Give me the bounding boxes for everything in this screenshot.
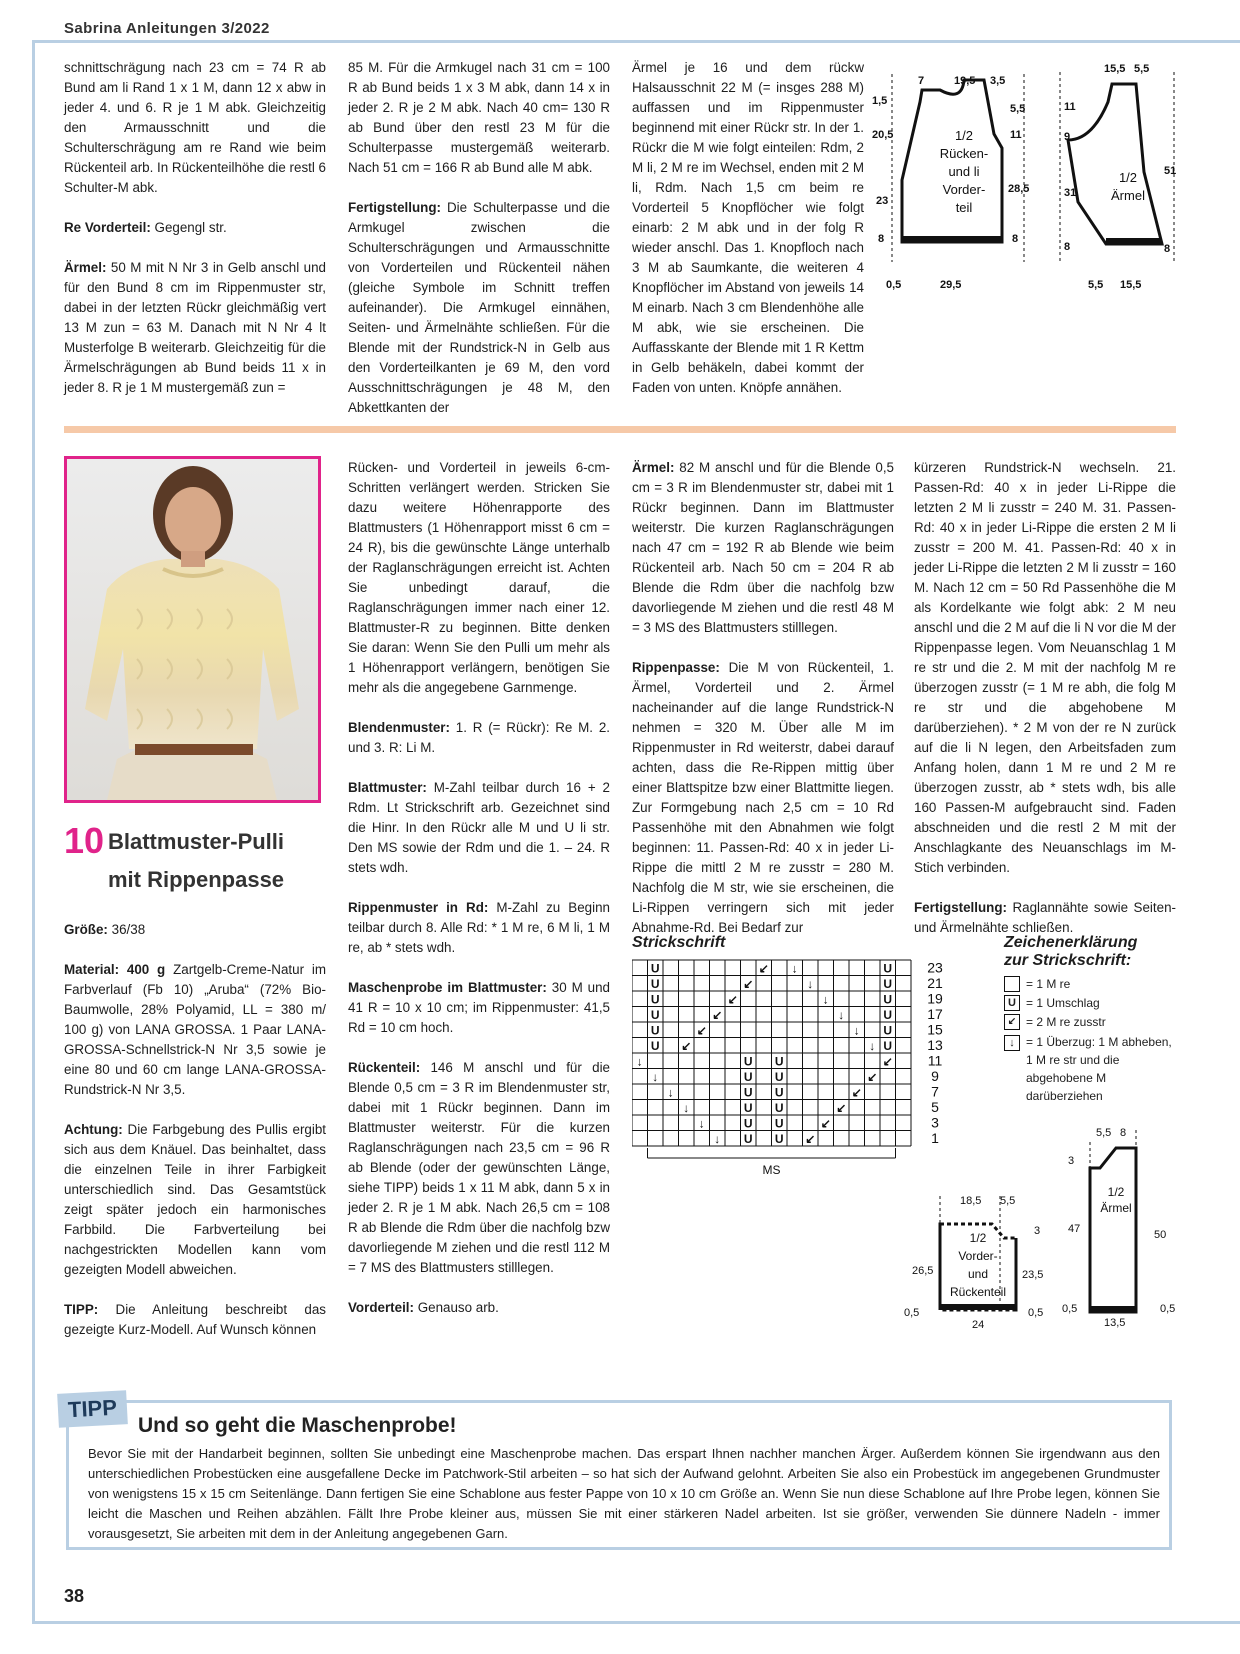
paragraph-text: Zartgelb-Creme-Natur im Farbverlauf (Fb 10) „Aruba“ (72% Bio-Baumwolle, 28% Polyamid, LL = 380 m/ 100 g) von LANA GROSSA. 1 Paar LANA-GROSSA-Schnellstrick-N Nr 3,5 sowie je eine 80 und 60 cm lange LANA-GROSSA-Rundstrick-N Nr 3,5.	[64, 962, 326, 1097]
paragraph-label: Vorderteil:	[348, 1300, 414, 1315]
slip-over-icon: ↓	[667, 1085, 674, 1100]
dim: 18,5	[960, 1195, 982, 1207]
slip-over-icon: ↓	[1004, 1035, 1020, 1051]
tip-title: Und so geht die Maschenprobe!	[138, 1414, 457, 1437]
dim: 51	[1164, 165, 1177, 177]
paragraph	[348, 898, 610, 958]
slip-over-icon: ↓	[683, 1101, 690, 1115]
legend-item	[1004, 995, 1180, 1011]
paragraph-text: Gegengl str.	[150, 220, 227, 235]
legend-item	[1004, 1033, 1180, 1105]
paragraph	[64, 1120, 326, 1280]
row-label: 1	[931, 1130, 939, 1146]
row-label: 21	[927, 975, 943, 991]
slip-over-icon: ↓	[714, 1132, 721, 1146]
yarn-over-icon: U	[743, 1101, 753, 1115]
dim: 20,5	[872, 129, 894, 141]
yarn-over-icon: U	[743, 1070, 753, 1084]
yarn-over-icon: U	[883, 977, 893, 991]
row-label: 15	[927, 1021, 943, 1038]
paragraph	[348, 198, 610, 418]
slip-over-icon: ↓	[807, 977, 814, 991]
dim: 5,5	[1000, 1195, 1016, 1207]
paragraph-text: 1. R (= Rückr): Re M. 2. und 3. R: Li M.	[348, 720, 610, 755]
knit-two-together-icon: ↙	[712, 1008, 723, 1022]
svg-text:teil: teil	[955, 200, 973, 215]
paragraph	[64, 218, 326, 238]
yarn-over-icon: U	[650, 961, 660, 976]
dim: 11	[1010, 129, 1022, 141]
paragraph	[64, 920, 326, 940]
knit-two-together-icon: ↙	[805, 1132, 816, 1146]
dim: 3	[1068, 1155, 1075, 1167]
svg-text:und li: und li	[948, 164, 980, 179]
paragraph-text: 82 M anschl und für die Blende 0,5 cm = 3 R im Blendenmuster str, dabei mit 1 Rückr beginnen. Dann im Blattmuster weiterstr. Die kurzen Raglanschrägungen nach 47 cm = 192 R ab Blende wie beim Rückenteil arb. Nach 50 cm = 204 R ab Blende die Rdm über die nachfolg bzw davorliegende M ziehen und die restl 48 M = 3 MS des Blattmusters stilllegen.	[632, 460, 894, 635]
paragraph	[632, 458, 894, 638]
svg-text:1/2: 1/2	[1118, 170, 1138, 185]
paragraph-text: Genauso arb.	[413, 1300, 499, 1315]
paragraph	[348, 1298, 610, 1318]
paragraph-label: TIPP:	[64, 1302, 99, 1317]
title-line-1: Blattmuster-Pulli	[108, 829, 285, 854]
yarn-over-icon: U	[774, 1070, 784, 1084]
slip-over-icon: ↓	[822, 992, 829, 1007]
paragraph-label: Ärmel:	[64, 260, 107, 275]
schematic-back-front	[872, 62, 1042, 302]
dim: 23	[876, 195, 889, 207]
row-label: 3	[931, 1114, 939, 1131]
paragraph-text: 30 M und 41 R = 10 x 10 cm; im Rippenmuster: 41,5 Rd = 10 cm hoch.	[348, 980, 610, 1035]
svg-text:1/2: 1/2	[969, 1231, 987, 1245]
yarn-over-icon: U	[883, 1039, 893, 1053]
legend-subtitle: zur Strickschrift:	[1004, 952, 1132, 969]
slip-over-icon: ↓	[853, 1023, 860, 1038]
slip-over-icon: ↓	[791, 961, 798, 976]
paragraph	[64, 960, 326, 1100]
yarn-over-icon: U	[1004, 995, 1020, 1011]
slip-over-icon: ↓	[652, 1070, 659, 1084]
legend	[1004, 934, 1180, 1108]
schematic-front-back-bottom	[900, 1190, 1060, 1340]
left-column	[64, 920, 326, 1360]
legend-item	[1004, 976, 1180, 992]
top-column-3	[632, 58, 864, 418]
paragraph: Ärmel je 16 und dem rückw Halsausschnit 22 M (= insges 288 M) auffassen und im Rippenmuster beginnend mit einer Rückr str. In der 1. Rückr die M wie folgt einteilen: Rdm, 2 M li, 2 M re im Wechsel, enden mit 2 M li, Rdm. Nach 1,5 cm beim re Vorderteil 5 Knopflöcher wie folgt einarb: 2 M abk und in der folg R wieder anschl. Das 1. Knopfloch nach 3 M ab Saumkante, die weiteren 4 Knopflöcher im Abstand von jeweils 14 M einarb. Nach 3 cm Blendenhöhe alle M abk, wie sie erscheinen. Die Auffasskante der Blende mit 1 R Kettm in Gelb behäkeln, dabei kommt der Faden von unten. Knöpfe annähen.	[632, 60, 864, 395]
knit-two-together-icon: ↙	[867, 1070, 878, 1084]
tip-tag: TIPP	[57, 1390, 128, 1428]
svg-text:Ärmel: Ärmel	[1100, 1201, 1132, 1215]
top-column-1	[64, 58, 326, 418]
dim: 3,5	[990, 75, 1006, 87]
yarn-over-icon: U	[743, 1054, 753, 1069]
yarn-over-icon: U	[774, 1085, 784, 1100]
paragraph	[348, 1058, 610, 1278]
knit-two-together-icon: ↙	[743, 977, 754, 991]
paragraph-label: Rippenpasse:	[632, 660, 720, 675]
paragraph	[348, 778, 610, 878]
title-line-2: mit Rippenpasse	[108, 867, 285, 892]
knit-two-together-icon: ↙	[758, 961, 769, 976]
dim: 15,5	[1104, 63, 1126, 75]
yarn-over-icon: U	[774, 1101, 784, 1115]
slip-over-icon: ↓	[838, 1008, 845, 1022]
dim: 23,5	[1022, 1269, 1044, 1281]
knit-two-together-icon: ↙	[851, 1085, 862, 1100]
paragraph-label: Ärmel:	[632, 460, 675, 475]
row-label: 13	[927, 1037, 943, 1053]
paragraph	[348, 978, 610, 1038]
dim: 29,5	[940, 279, 962, 291]
dim: 47	[1068, 1223, 1081, 1235]
dim: 28,5	[1008, 183, 1030, 195]
yarn-over-icon: U	[743, 1085, 753, 1100]
paragraph-label: Material: 400 g	[64, 962, 166, 977]
dim: 26,5	[912, 1265, 934, 1277]
schematic-sleeve-bottom	[1060, 1122, 1190, 1340]
paragraph-text: 50 M mit N Nr 3 in Gelb anschl und für den Bund 8 cm im Rippenmuster str, dabei in der letzten Rückr gleichmäßig vert 13 M zun = 63 M. Danach mit N Nr 4 lt Musterfolge B weiterarb. Gleichzeitig für die Ärmelschrägungen ab Bund beids 11 x in jeder 8. R je 1 M mustergemäß zun =	[64, 260, 326, 395]
yarn-over-icon: U	[743, 1116, 753, 1131]
yarn-over-icon: U	[650, 977, 660, 991]
yarn-over-icon: U	[774, 1132, 784, 1146]
chart-title: Strickschrift	[632, 934, 726, 951]
dim: 24	[972, 1319, 985, 1331]
slip-over-icon: ↓	[636, 1054, 643, 1069]
third-column	[632, 458, 894, 958]
dim: 0,5	[1028, 1307, 1044, 1319]
svg-text:Rückenteil: Rückenteil	[949, 1285, 1007, 1299]
dim: 19,5	[954, 75, 976, 87]
paragraph-text: M-Zahl zu Beginn teilbar durch 8. Alle Rd: * 1 M re, 6 M li, 1 M re, ab * stets wdh.	[348, 900, 610, 955]
knitting-chart	[632, 958, 950, 1198]
paragraph-text: Die Schulterpasse und die Armkugel zwischen die Schulterschrägungen und Armausschnitte von Vorderteilen und Rückenteil nähen (gleiche Symbole im Schnitt treffen aufeinander). Die Armkugel einnähen, Seiten- und Ärmelnähte schließen. Für die Blende mit der Rundstrick-N in Gelb aus den Vorderteilkanten je 69 M, den vord Ausschnittschrägungen je 48 M, den Abkettkanten der	[348, 200, 610, 415]
dim: 8	[1120, 1127, 1127, 1139]
paragraph	[632, 658, 894, 938]
paragraph-label: Rippenmuster in Rd:	[348, 900, 489, 915]
dim: 5,5	[1096, 1127, 1112, 1139]
dim: 31	[1064, 187, 1077, 199]
schematic-sleeve-top	[1052, 62, 1190, 302]
dim: 0,5	[904, 1307, 920, 1319]
dim: 8	[1064, 241, 1071, 253]
legend-label: = 1 Umschlag	[1026, 996, 1100, 1010]
row-label: 17	[927, 1006, 943, 1022]
yarn-over-icon: U	[650, 1008, 660, 1022]
dim: 5,5	[1088, 279, 1104, 291]
paragraph-label: Fertigstellung:	[348, 200, 441, 215]
middle-column	[348, 458, 610, 1338]
knit-two-together-icon: ↙	[727, 992, 738, 1007]
row-label: 7	[931, 1083, 939, 1100]
dim: 5,5	[1134, 63, 1150, 75]
legend-label: = 2 M re zusstr	[1026, 1015, 1106, 1029]
paragraph-text: Raglannähte sowie Seiten- und Ärmelnähte schließen.	[914, 900, 1176, 935]
section-separator	[64, 426, 1176, 433]
yarn-over-icon: U	[883, 1008, 893, 1022]
dim: 3	[1034, 1225, 1041, 1237]
dim: 9	[1064, 131, 1071, 143]
yarn-over-icon: U	[883, 961, 893, 976]
paragraph-label: Maschenprobe im Blattmuster:	[348, 980, 547, 995]
ms-label: MS	[762, 1163, 781, 1177]
dim: 0,5	[1062, 1303, 1078, 1315]
dim: 0,5	[886, 279, 902, 291]
paragraph	[64, 1300, 326, 1340]
paragraph: Rücken- und Vorderteil in jeweils 6-cm-Schritten verlängert werden. Stricken Sie dazu weitere Höhenrapporte des Blattmusters (1 Höhenrapport misst 6 cm = 24 R), bis die gewünschte Länge unterhalb der Raglanschrägungen erreicht ist. Achten Sie unbedingt darauf, die Raglanschrägungen immer nach einer 12. Blattmuster-R zu beginnen. Bitte denken Sie daran: Wenn Sie den Pulli um mehr als 1 Höhenrapport verlängern, benötigen Sie mehr als die angegebene Garnmenge.	[348, 460, 610, 695]
knit-two-together-icon: ↙	[836, 1101, 847, 1115]
paragraph	[348, 718, 610, 758]
tip-text: Bevor Sie mit der Handarbeit beginnen, sollten Sie unbedingt eine Maschenprobe machen. Das erspart Ihnen nachher manchen Ärger. Außerdem können Sie irgendwann aus den unterschiedlichen Probestücken eine ausgefallene Decke im Patchwork-Stil arbeiten – so hat sich der Aufwand gelohnt. Arbeiten Sie also ein Probestück im angegebenen Grundmuster von wenigstens 15 x 15 cm Seitenlänge. Dann fertigen Sie eine Schablone aus fester Pappe von 10 x 10 cm Größe an. Wenn Sie nun diese Schablone auf Ihre Probe legen, können Sie leicht die Maschen und Reihen abzählen. Fällt Ihre Probe kleiner aus, müssen Sie mit einer stärkeren Nadel arbeiten. Ist sie größer, verwenden Sie dünnere Nadeln - immer vorausgesetzt, Sie arbeiten mit dem in der Anleitung angegebenen Garn.	[88, 1446, 1160, 1541]
svg-text:und: und	[967, 1267, 989, 1281]
yarn-over-icon: U	[883, 1023, 893, 1038]
paragraph: schnittschrägung nach 23 cm = 74 R ab Bund am li Rand 1 x 1 M, dann 12 x abw in jeder 4. und 6. R je 1 M abk. Gleichzeitig den Armausschnitt und die Schulterschrägung am re Rand wie beim Rückenteil arb. In Rückenteilhöhe die restl 6 Schulter-M abk.	[64, 60, 327, 195]
paragraph-text: 146 M anschl und für die Blende 0,5 cm = 3 R im Blendenmuster str, dabei mit 1 Rückr beginnen. Dann im Blattmuster weiterstr. Für die kurzen Raglanschrägungen nach 23,5 cm = 96 R ab Blende (oder der gewünschten Länge, siehe TIPP) beids 1 x 11 M abk, dann 5 x in jeder 2. R je 1 M abk. Nach 26,5 cm = 108 R ab Blende die Rdm über die nachfolg bzw davorliegende M ziehen und die restl 112 M = 7 MS des Blattmusters stilllegen.	[348, 1060, 610, 1275]
knit-two-together-icon: ↙	[1004, 1014, 1020, 1030]
paragraph-label: Achtung:	[64, 1122, 123, 1137]
fourth-column	[914, 458, 1176, 958]
knit-two-together-icon: ↙	[882, 1054, 893, 1069]
paragraph-label: Blattmuster:	[348, 780, 427, 795]
dim: 8	[1012, 233, 1019, 245]
knit-stitch-icon	[1004, 976, 1020, 992]
magazine-header: Sabrina Anleitungen 3/2022	[64, 20, 270, 37]
svg-text:1/2: 1/2	[1107, 1185, 1125, 1199]
dim: 5,5	[1010, 103, 1026, 115]
paragraph-label: Größe:	[64, 922, 108, 937]
paragraph	[914, 898, 1176, 938]
yarn-over-icon: U	[650, 1039, 660, 1053]
row-label: 11	[927, 1052, 943, 1069]
yarn-over-icon: U	[650, 992, 660, 1007]
dim: 7	[918, 75, 925, 87]
paragraph: 85 M. Für die Armkugel nach 31 cm = 100 R ab Bund beids 1 x 3 M abk, dann 14 x in jeder 2. R je 2 M abk. Nach 40 cm= 130 R ab Bund über den restl 23 M für die Schulterpasse mustergemäß weiterarb. Nach 51 cm = 166 R ab Bund alle M abk.	[348, 60, 610, 175]
dim: 0,5	[1160, 1303, 1176, 1315]
paragraph-label: Blendenmuster:	[348, 720, 450, 735]
paragraph-label: Rückenteil:	[348, 1060, 421, 1075]
knit-two-together-icon: ↙	[681, 1039, 692, 1053]
dim: 15,5	[1120, 279, 1142, 291]
row-label: 19	[927, 990, 943, 1007]
row-label: 9	[931, 1068, 939, 1084]
yarn-over-icon: U	[883, 992, 893, 1007]
paragraph-text: 36/38	[107, 922, 146, 937]
dim: 11	[1064, 101, 1076, 113]
paragraph-text: Die M von Rückenteil, 1. Ärmel, Vorderteil und 2. Ärmel nacheinander auf die lange Rundstrick-N nehmen = 320 M. Über alle M im Rippenmuster in Rd weiterstr, dabei darauf achten, dass die Re-Rippen mittig über einer Blattspitze bzw einer Blattmitte liegen. Zur Formgebung nach 2,5 cm = 10 Rd Passenhöhe mit den Abnahmen wie folgt beginnen: 11. Passen-Rd: 40 x in jeder Li-Rippe die mittl 2 M re zusstr = 280 M. Nachfolg die M str, wie sie erscheinen, die Li-Rippen verringern sich mit jeder Abnahme-Rd. Bei Bedarf zur	[632, 660, 894, 935]
row-label: 23	[927, 959, 943, 976]
yarn-over-icon: U	[774, 1116, 784, 1131]
yarn-over-icon: U	[650, 1023, 660, 1038]
paragraph-label: Re Vorderteil:	[64, 220, 151, 235]
row-label: 5	[931, 1099, 939, 1115]
svg-text:1/2: 1/2	[954, 128, 974, 143]
dim: 50	[1154, 1229, 1167, 1241]
yarn-over-icon: U	[743, 1132, 753, 1146]
dim: 8	[1164, 243, 1171, 255]
paragraph-label: Fertigstellung:	[914, 900, 1007, 915]
model-number: 10	[64, 820, 105, 861]
dim: 13,5	[1104, 1317, 1126, 1329]
svg-text:Ärmel: Ärmel	[1111, 188, 1145, 203]
model-title	[108, 823, 284, 899]
knit-two-together-icon: ↙	[820, 1116, 831, 1131]
svg-text:Rücken-: Rücken-	[939, 146, 989, 161]
page-number: 38	[64, 1586, 85, 1606]
dim: 1,5	[872, 95, 888, 107]
paragraph	[64, 258, 326, 398]
slip-over-icon: ↓	[869, 1039, 876, 1053]
legend-label: = 1 M re	[1026, 977, 1071, 991]
dim: 8	[878, 233, 885, 245]
svg-text:Vorder-: Vorder-	[942, 182, 986, 197]
legend-title: Zeichenerklärung	[1004, 934, 1138, 951]
paragraph-text: Die Anleitung beschreibt das gezeigte Kurz-Modell. Auf Wunsch können	[64, 1302, 326, 1337]
paragraph: kürzeren Rundstrick-N wechseln. 21. Passen-Rd: 40 x in jeder Li-Rippe die letzten 2 M li zusstr = 240 M. 31. Passen-Rd: 40 x in jeder Li-Rippe die ersten 2 M li zusstr = 200 M. 41. Passen-Rd: 40 x in jeder Li-Rippe die letzten 2 M li zusstr = 160 M. Nach 12 cm = 50 Rd Passenhöhe die M als Kordelkante wie folgt abk: 2 M neu anschl und die 2 M auf die li N vor die M der Rippenpasse legen. Vom Neuanschlag 1 M re str und die 2. M mit der nachfolg M re überzogen zusstr (= 1 M re abh, die folg M re str und die abgehobene M darüberziehen). * 2 M von der re N zurück auf die li N legen, den Arbeitsfaden zum Anfang holen, dann 1 M re und 2 M re überzogen zusstr, ab * stets wdh, bis alle 160 Passen-M aufgebraucht sind. Faden abschneiden und die restl 2 M mit der Anschlagkante des Neuanschlags im M-Stich verbinden.	[914, 460, 1176, 875]
legend-item	[1004, 1014, 1180, 1030]
model-photo	[64, 456, 321, 803]
legend-label: = 1 Überzug: 1 M abheben, 1 M re str und die abgehobene M darüberziehen	[1026, 1035, 1172, 1103]
svg-text:Vorder-: Vorder-	[958, 1249, 998, 1263]
slip-over-icon: ↓	[698, 1116, 705, 1131]
knit-two-together-icon: ↙	[696, 1023, 707, 1038]
paragraph-text: M-Zahl teilbar durch 16 + 2 Rdm. Lt Strickschrift arb. Gezeichnet sind die Hinr. In den Rückr alle M und U li str. Den MS sowie der Rdm und die 1. – 24. R stets wdh.	[348, 780, 610, 875]
top-column-2	[348, 58, 610, 438]
yarn-over-icon: U	[774, 1054, 784, 1069]
paragraph-text: Die Farbgebung des Pullis ergibt sich aus dem Knäuel. Das beinhaltet, dass die einzelnen Teile in ihrer Farbigkeit unterschiedlich sind. Das Gesamtstück zeigt später jedoch ein harmonisches Farbbild. Die Farbverteilung bei nachgestrickten Modellen kann vom gezeigten Modell abweichen.	[64, 1122, 326, 1277]
